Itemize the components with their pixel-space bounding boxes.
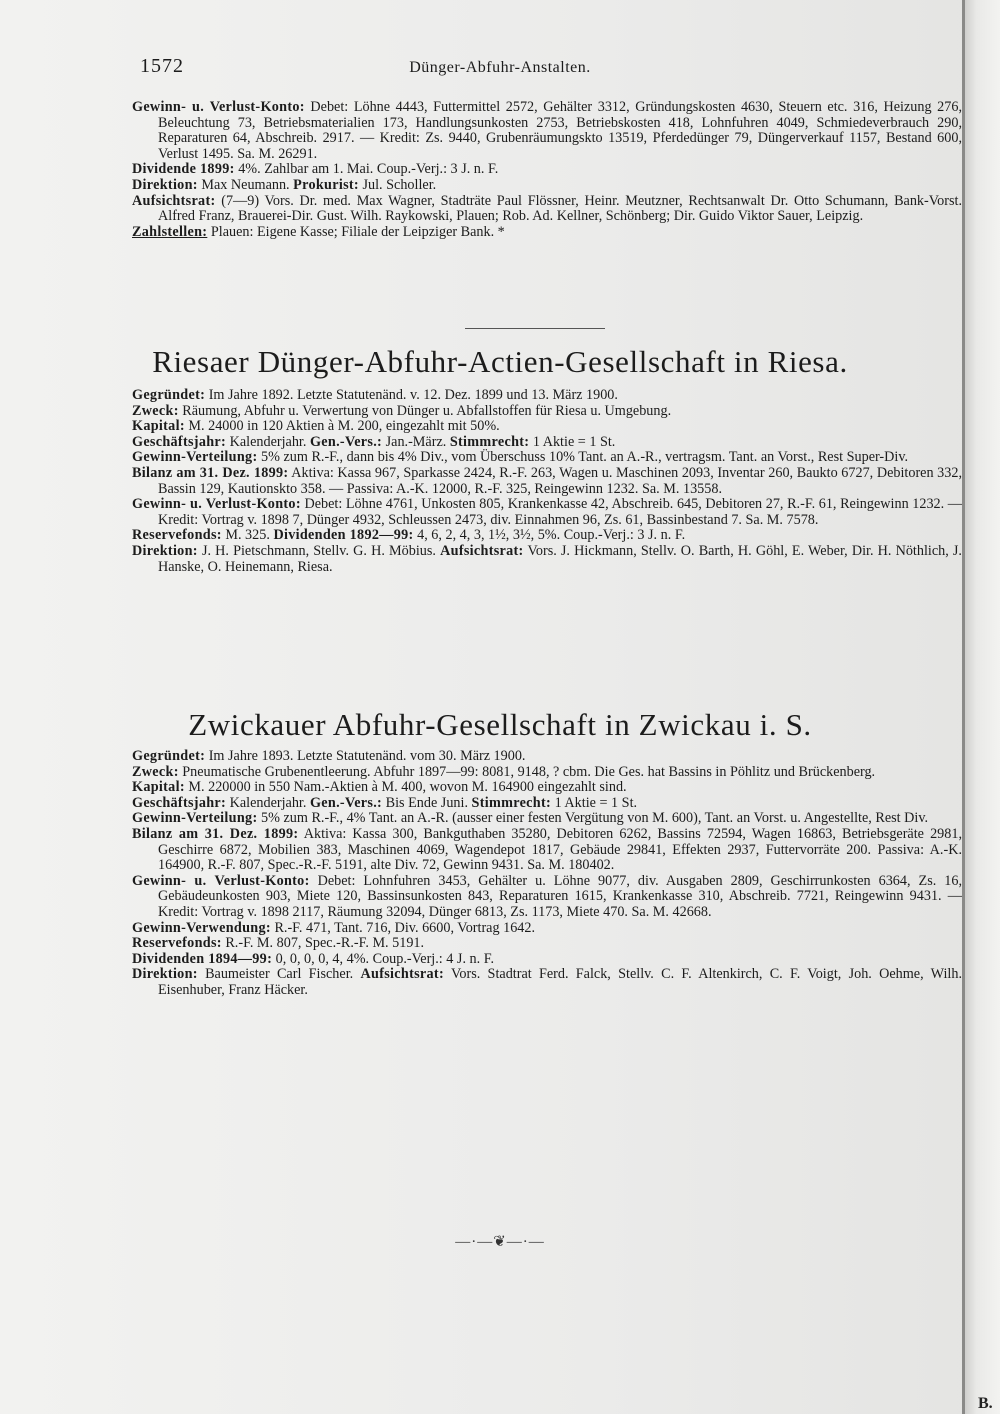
entry-text: M. 325. xyxy=(221,527,274,544)
entry-label: Zahlstellen: xyxy=(132,223,208,240)
entry xyxy=(132,544,962,575)
section-title: Riesaer Dünger-Abfuhr-Actien-Gesellschaft in Riesa. xyxy=(152,344,848,379)
entry-text: Aktiva: Kassa 300, Bankguthaben 35280, Debitoren 6262, Bassins 72594, Wagen 16863, Betriebsgeräte 2981, Geschirre 6872, Mobilien 383, Maschinen 4069, Wagendepot 1817, Gebäude 29841, Effekten 2937, Futtervorräte 200. Passiva: A.-K. 164900, R.-F. 807, Spec.-R.-F. 5191, alte Div. 72, Gewinn 9431. Sa. M. 180402. xyxy=(158,825,963,874)
entry xyxy=(132,100,962,162)
entry xyxy=(132,921,962,937)
entry xyxy=(132,194,962,225)
entry-text: Vors. Stadtrat Ferd. Falck, Stellv. C. F. Altenkirch, C. F. Voigt, Joh. Oehme, Wilh. Eisenhuber, Franz Häcker. xyxy=(158,966,963,998)
entry xyxy=(132,528,962,544)
entry-text: M. 220000 in 550 Nam.-Aktien à M. 400, wovon M. 164900 eingezahlt sind. xyxy=(184,779,627,796)
entry xyxy=(132,162,962,178)
entry-text: M. 24000 in 120 Aktien à M. 200, eingezahlt mit 50%. xyxy=(184,418,500,435)
entry-text: Debet: Löhne 4443, Futtermittel 2572, Gehälter 3312, Gründungskosten 4630, Steuern etc. 316, Heizung 276, Beleuchtung 73, Betriebsmaterialien 173, Handlungsunkosten 2753, Betriebskosten 418, Lohnfuhren 4049, Schmiedeverbrauch 290, Reparaturen 64, Abschreib. 2917. — Kredit: Zs. 9440, Grubenräumungskto 13519, Pferdedünger 79, Düngerverkauf 1157, Bestand 600, Verlust 1495. Sa. M. 26291. xyxy=(158,99,962,162)
entry xyxy=(132,749,962,765)
entry-label: Aufsichtsrat: xyxy=(132,192,216,209)
entry-label: Gegründet: xyxy=(132,387,206,403)
entry-label: Gewinn- u. Verlust-Konto: xyxy=(132,99,305,115)
section-body xyxy=(132,388,962,575)
entry-label: Reservefonds: xyxy=(132,527,222,544)
entry xyxy=(132,952,962,968)
entry-text: Bis Ende Juni. xyxy=(382,794,472,811)
entry-text: 4%. Zahlbar am 1. Mai. Coup.-Verj.: 3 J. n. F. xyxy=(234,161,499,178)
page-header xyxy=(0,55,1000,85)
entry-text: R.-F. 471, Tant. 716, Div. 6600, Vortrag 1642. xyxy=(270,919,536,936)
entry-label: Zweck: xyxy=(132,402,179,419)
entry-label: Bilanz am 31. Dez. 1899: xyxy=(132,464,289,481)
entry-label: Gewinn-Verteilung: xyxy=(132,810,258,827)
entry xyxy=(132,178,962,194)
entry-text: 1 Aktie = 1 St. xyxy=(551,794,638,811)
entry xyxy=(132,450,962,466)
entry-text: Kalenderjahr. xyxy=(226,794,310,811)
entry-text: Kalenderjahr. xyxy=(226,433,310,450)
entry-text: Debet: Lohnfuhren 3453, Gehälter u. Löhne 9077, div. Ausgaben 2809, Geschirrunkosten 6364, Zs. 16, Gebäudeunkosten 903, Miete 120, Bassinsunkosten 843, Reparaturen 1615, Krankenkasse 310, Abschreib. 7721, Reingewinn 9431. — Kredit: Vortrag v. 1898 2117, Räumung 32094, Dünger 6813, Zs. 1173, Miete 470. Sa. M. 42668. xyxy=(158,872,962,920)
entry-text: Max Neumann. xyxy=(197,176,294,193)
section-body xyxy=(132,749,962,999)
entry-text: 5% zum R.-F., 4% Tant. an A.-R. (ausser einer festen Vergütung von M. 600), Tant. an Vorst. u. Angestellte, Rest Div. xyxy=(257,810,929,827)
entry-label: Direktion: xyxy=(132,966,198,983)
entry xyxy=(132,225,962,241)
end-ornament: —·—❦—·— xyxy=(455,1234,545,1250)
entry-text: 4, 6, 2, 4, 3, 1½, 3½, 5%. Coup.-Verj.: 3 J. n. F. xyxy=(413,527,686,544)
top-block xyxy=(132,100,962,240)
entry xyxy=(132,874,962,921)
entry-text: 0, 0, 0, 0, 4, 4%. Coup.-Verj.: 4 J. n. F. xyxy=(272,950,495,967)
entry xyxy=(132,796,962,812)
edge-mark: B. xyxy=(978,1395,993,1412)
entry-label: Gewinn- u. Verlust-Konto: xyxy=(132,872,310,889)
entry-text: Jul. Scholler. xyxy=(358,176,437,193)
entry-text: Aktiva: Kassa 967, Sparkasse 2424, R.-F. 263, Wagen u. Maschinen 2093, Inventar 260, Baukto 6727, Debitoren 332, Bassin 129, Kautionskto 358. — Passiva: A.-K. 12000, R.-F. 325, Reingewinn 1232. Sa. M. 13558. xyxy=(158,464,962,497)
entry-label: Gewinn-Verteilung: xyxy=(132,449,258,466)
entry-label: Geschäftsjahr: xyxy=(132,794,227,811)
entry xyxy=(132,497,962,528)
entry xyxy=(132,765,962,781)
entry-text: Jan.-März. xyxy=(382,433,450,450)
entry-label: Dividenden 1892—99: xyxy=(273,527,414,544)
entry-text: R.-F. M. 807, Spec.-R.-F. M. 5191. xyxy=(221,935,425,952)
entry-label: Direktion: xyxy=(132,542,198,559)
entry xyxy=(132,388,962,404)
entry-label: Geschäftsjahr: xyxy=(132,433,227,450)
page-number: 1572 xyxy=(140,55,184,77)
entry-label: Kapital: xyxy=(132,418,185,435)
running-head: Dünger-Abfuhr-Anstalten. xyxy=(409,59,591,76)
entry xyxy=(132,811,962,827)
entry-text: Vors. J. Hickmann, Stellv. O. Barth, H. Göhl, E. Weber, Dir. H. Nöthlich, J. Hanske, O. Heinemann, Riesa. xyxy=(158,542,962,575)
entry-text: Baumeister Carl Fischer. xyxy=(197,966,361,983)
entry-text: J. H. Pietschmann, Stellv. G. H. Möbius. xyxy=(197,542,441,559)
entry-text: Plauen: Eigene Kasse; Filiale der Leipziger Bank. * xyxy=(207,223,505,240)
entry-text: Im Jahre 1892. Letzte Statutenänd. v. 12. Dez. 1899 und 13. März 1900. xyxy=(205,387,618,403)
entry-text: Debet: Löhne 4761, Unkosten 805, Krankenkasse 42, Abschreib. 645, Debitoren 27, R.-F. 61, Reingewinn 1232. — Kredit: Vortrag v. 1898 7, Dünger 4932, Schleussen 2473, div. Einnahmen 96, Zs. 61, Bassinbestand 7. Sa. M. 7578. xyxy=(158,496,962,528)
entry xyxy=(132,466,962,497)
entry-label: Aufsichtsrat: xyxy=(440,542,524,559)
entry-label: Stimmrecht: xyxy=(471,794,552,811)
entry xyxy=(132,936,962,952)
entry-label: Gen.-Vers.: xyxy=(309,433,383,450)
entry-label: Dividenden 1894—99: xyxy=(132,950,273,967)
entry-text: 5% zum R.-F., dann bis 4% Div., vom Überschuss 10% Tant. an A.-R., vertragsm. Tant. an Vorst., Rest Super-Div. xyxy=(257,449,909,466)
entry-label: Reservefonds: xyxy=(132,935,222,952)
entry-label: Zweck: xyxy=(132,763,179,780)
section-divider xyxy=(465,328,605,329)
entry xyxy=(132,967,962,998)
section-title: Zwickauer Abfuhr-Gesellschaft in Zwickau i. S. xyxy=(188,707,812,742)
entry-text: Räumung, Abfuhr u. Verwertung von Dünger u. Abfallstoffen für Riesa u. Umgebung. xyxy=(178,402,672,419)
entry-text: Im Jahre 1893. Letzte Statutenänd. vom 30. März 1900. xyxy=(205,748,526,764)
entry-text: (7—9) Vors. Dr. med. Max Wagner, Stadträte Paul Flössner, Heinr. Meutzner, Rechtsanwalt Dr. Otto Schumann, Bank-Vorst. Alfred Franz, Brauerei-Dir. Gust. Wilh. Raykowski, Plauen; Rob. Ad. Kellner, Schönberg; Dir. Guido Viktor Sauer, Leipzig. xyxy=(158,192,962,225)
entry-label: Kapital: xyxy=(132,779,185,796)
entry-text: Pneumatische Grubenentleerung. Abfuhr 1897—99: 8081, 9148, ? cbm. Die Ges. hat Bassins in Pöhlitz und Brückenberg. xyxy=(178,763,876,780)
entry-label: Direktion: xyxy=(132,176,198,193)
entry-label: Gewinn- u. Verlust-Konto: xyxy=(132,496,301,513)
entry xyxy=(132,404,962,420)
entry-label: Aufsichtsrat: xyxy=(360,966,444,983)
entry-label: Gen.-Vers.: xyxy=(309,794,383,811)
entry xyxy=(132,419,962,435)
entry-label: Bilanz am 31. Dez. 1899: xyxy=(132,825,299,842)
entry-label: Prokurist: xyxy=(293,176,359,193)
entry-label: Gewinn-Verwendung: xyxy=(132,919,271,936)
entry-label: Stimmrecht: xyxy=(449,433,530,450)
entry xyxy=(132,780,962,796)
entry-label: Dividende 1899: xyxy=(132,161,235,178)
entry xyxy=(132,827,962,874)
entry-text: 1 Aktie = 1 St. xyxy=(529,433,616,450)
entry-label: Gegründet: xyxy=(132,748,206,764)
